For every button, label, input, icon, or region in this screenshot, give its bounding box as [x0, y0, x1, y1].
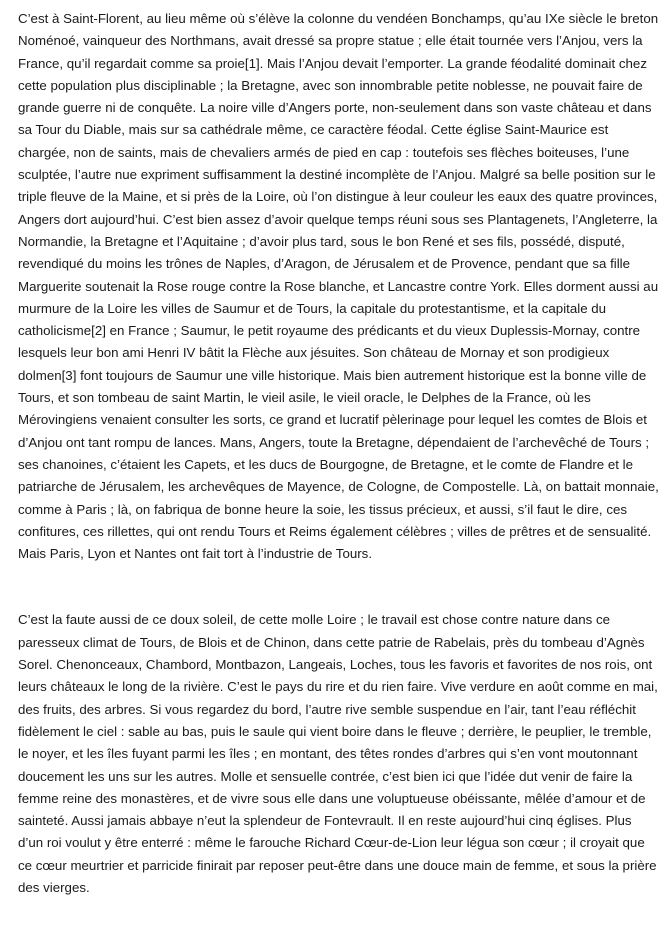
paragraph-doux-soleil: C’est la faute aussi de ce doux soleil, de cette molle Loire ; le travail est chose contre nature dans ce paresseux climat de Tours, de Blois et de Chinon, dans cette patrie de Rabelais, près du tombeau d’Agnès Sorel. Chenonceaux, Chambord, Montbazon, Langeais, Loches, tous les favoris et favorites de nos rois, ont leurs châteaux le long de la rivière. C’est le pays du rire et du rien faire. Vive verdure en août comme en mai, des fruits, des arbres. Si vous regardez du bord, l’autre rive semble suspendue en l’air, tant l’eau réfléchit fidèlement le ciel : sable au bas, puis le saule qui vient boire dans le fleuve ; derrière, le peuplier, le tremble, le noyer, et les îles fuyant parmi les îles ; en montant, des têtes rondes d’arbres qui s’en vont moutonnant doucement les uns sur les autres. Molle et sensuelle contrée, c’est bien ici que l’idée dut venir de faire la femme reine des monastères, et de vivre sous elle dans une voluptueuse obéissante, mêlée d’amour et de sainteté. Aussi jamais abbaye n’eut la splendeur de Fontevrault. Il en reste aujourd’hui cinq églises. Plus d’un roi voulut y être enterré : même le farouche Richard Cœur-de-Lion leur légua son cœur ; il croyait que ce cœur meurtrier et parricide finirait par reposer peut-être dans une douce main de femme, et sous la prière des vierges. — [18, 612, 658, 895]
paragraph-saint-florent: C’est à Saint-Florent, au lieu même où s’élève la colonne du vendéen Bonchamps, qu’au IXe siècle le breton Noménoé, vainqueur des Northmans, avait dressé sa propre statue ; elle était tournée vers l’Anjou, vers la France, qu’il regardait comme sa proie[1]. Mais l’Anjou devait l’emporter. La grande féodalité dominait chez cette population plus disciplinable ; la Bretagne, avec son innombrable petite noblesse, ne pouvait faire de grande guerre ni de conquête. La noire ville d’Angers porte, non-seulement dans son vaste château et dans sa Tour du Diable, mais sur sa cathédrale même, ce caractère féodal. Cette église Saint-Maurice est chargée, non de saints, mais de chevaliers armés de pied en cap : toutefois ses flèches boiteuses, l’une sculptée, l’autre nue expriment suffisamment la destiné incomplète de l’Anjou. Malgré sa belle position sur le triple fleuve de la Maine, et si près de la Loire, où l’on distingue à leur couleur les eaux des quatre provinces, Angers dort aujourd’hui. C’est bien assez d’avoir quelque temps réuni sous ses Plantagenets, l’Angleterre, la Normandie, la Bretagne et l’Aquitaine ; d’avoir plus tard, sous le bon René et ses fils, possédé, disputé, revendiqué du moins les trônes de Naples, d’Aragon, de Jérusalem et de Provence, pendant que sa fille Marguerite soutenait la Rose rouge contre la Rose blanche, et Lancastre contre York. Elles dorment aussi au murmure de la Loire les villes de Saumur et de Tours, la capitale du protestantisme, et la capitale du catholicisme[2] en France ; Saumur, le petit royaume des prédicants et du vieux Duplessis-Mornay, contre lesquels leur bon ami Henri IV bâtit la Flèche aux jésuites. Son château de Mornay et son prodigieux dolmen[3] font toujours de Saumur une ville historique. Mais bien autrement historique est la bonne ville de Tours, et son tombeau de saint Martin, le vieil asile, le vieil oracle, le Delphes de la France, où les Mérovingiens venaient consulter les sorts, ce grand et lucratif pèlerinage pour lequel les comtes de Blois et d’Anjou ont tant rompu de lances. Mans, Angers, toute la Bretagne, dépendaient de l’archevêché de Tours ; ses chanoines, c’étaient les Capets, et les ducs de Bourgogne, de Bretagne, et le comte de Flandre et le patriarche de Jérusalem, les archevêques de Mayence, de Cologne, de Compostelle. Là, on battait monnaie, comme à Paris ; là, on fabriqua de bonne heure la soie, les tissus précieux, et aussi, s’il faut le dire, ces confitures, ces rillettes, qui ont rendu Tours et Reims également célèbres ; villes de prêtres et de sensualité. Mais Paris, Lyon et Nantes ont fait tort à l’industrie de Tours. — [18, 11, 659, 562]
